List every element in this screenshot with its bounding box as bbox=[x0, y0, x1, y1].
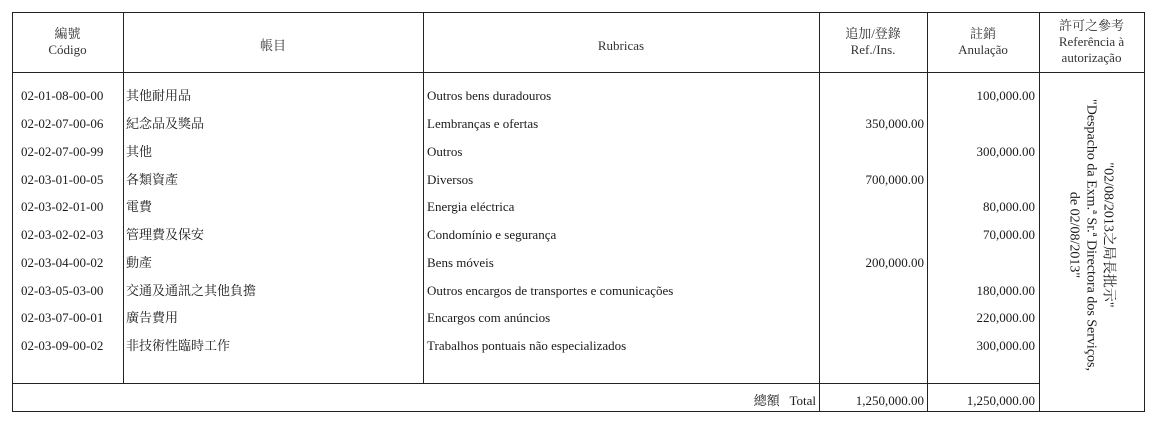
row-account-zh: 其他耐用品 bbox=[126, 88, 192, 103]
row-rubric-pt: Outros bens duradouros bbox=[427, 88, 552, 103]
header-authorization bbox=[1039, 18, 1144, 66]
header-code-zh: 編號 bbox=[54, 26, 81, 41]
row-ref-amount: 350,000.00 bbox=[865, 116, 924, 131]
header-account-zh: 帳目 bbox=[259, 38, 286, 53]
table-top-border bbox=[12, 12, 1145, 13]
total-ref-amount: 1,250,000.00 bbox=[855, 393, 924, 408]
row-anul-amount: 220,000.00 bbox=[976, 310, 1035, 325]
authorization-line-1: "02/08/2013之局長批示" bbox=[1100, 162, 1116, 308]
header-bottom-border bbox=[12, 72, 1145, 73]
row-code: 02-03-05-03-00 bbox=[21, 283, 104, 298]
table-bottom-border bbox=[12, 411, 1145, 412]
row-ref-amount: 700,000.00 bbox=[865, 172, 924, 187]
header-rubric-label: Rubricas bbox=[597, 38, 645, 53]
row-code: 02-03-02-02-03 bbox=[21, 227, 104, 242]
row-account-zh: 廣告費用 bbox=[126, 310, 179, 325]
row-anul-amount: 100,000.00 bbox=[976, 88, 1035, 103]
table-left-border bbox=[12, 12, 13, 412]
row-rubric-pt: Lembranças e ofertas bbox=[427, 116, 539, 131]
header-rubric bbox=[423, 38, 819, 54]
row-rubric-pt: Condomínio e segurança bbox=[427, 227, 557, 242]
header-anul-pt: Anulação bbox=[958, 42, 1008, 57]
row-account-zh: 非技術性臨時工作 bbox=[126, 338, 231, 353]
header-ref-zh: 追加/登錄 bbox=[845, 26, 901, 41]
row-account-zh: 各類資產 bbox=[126, 172, 179, 187]
row-code: 02-02-07-00-06 bbox=[21, 116, 104, 131]
row-rubric-pt: Outros encargos de transportes e comunicações bbox=[427, 283, 674, 298]
row-anul-amount: 300,000.00 bbox=[976, 338, 1035, 353]
authorization-text bbox=[1066, 80, 1117, 390]
header-ref-pt: Ref./Ins. bbox=[850, 42, 896, 57]
row-rubric-pt: Diversos bbox=[427, 172, 474, 187]
row-rubric-pt: Outros bbox=[427, 144, 463, 159]
row-account-zh: 動產 bbox=[126, 255, 153, 270]
header-code-pt: Código bbox=[48, 42, 87, 57]
total-label: 總額 Total bbox=[753, 393, 816, 408]
row-code: 02-03-07-00-01 bbox=[21, 310, 104, 325]
header-account bbox=[123, 38, 423, 54]
row-account-zh: 交通及通訊之其他負擔 bbox=[126, 283, 257, 298]
row-anul-amount: 70,000.00 bbox=[983, 227, 1035, 242]
header-anul-zh: 註銷 bbox=[969, 26, 996, 41]
row-rubric-pt: Trabalhos pontuais não especializados bbox=[427, 338, 627, 353]
row-account-zh: 管理費及保安 bbox=[126, 227, 205, 242]
row-anul-amount: 180,000.00 bbox=[976, 283, 1035, 298]
row-rubric-pt: Encargos com anúncios bbox=[427, 310, 551, 325]
authorization-cell bbox=[1039, 80, 1143, 390]
header-auth-pt2: autorização bbox=[1061, 50, 1122, 65]
header-code bbox=[12, 26, 123, 58]
table-right-border bbox=[1144, 12, 1145, 412]
header-ref bbox=[819, 26, 927, 58]
total-top-border bbox=[12, 383, 1039, 384]
row-code: 02-03-09-00-02 bbox=[21, 338, 104, 353]
header-auth-zh: 許可之參考 bbox=[1058, 18, 1124, 33]
header-auth-pt1: Referência à bbox=[1058, 34, 1125, 49]
authorization-line-3: de 02/08/2013" bbox=[1066, 191, 1082, 279]
row-code: 02-01-08-00-00 bbox=[21, 88, 104, 103]
row-account-zh: 電費 bbox=[126, 199, 153, 214]
row-account-zh: 紀念品及獎品 bbox=[126, 116, 205, 131]
row-anul-amount: 300,000.00 bbox=[976, 144, 1035, 159]
col-divider-code bbox=[123, 12, 124, 384]
row-rubric-pt: Energia eléctrica bbox=[427, 199, 515, 214]
budget-table bbox=[12, 12, 1145, 412]
row-ref-amount: 200,000.00 bbox=[865, 255, 924, 270]
row-rubric-pt: Bens móveis bbox=[427, 255, 494, 270]
col-divider-rubric bbox=[819, 12, 820, 412]
row-code: 02-02-07-00-99 bbox=[21, 144, 104, 159]
authorization-line-2: "Despacho da Exm.ª Sr.ª Directora dos Serviços, bbox=[1083, 99, 1099, 371]
col-divider-account bbox=[423, 12, 424, 384]
row-account-zh: 其他 bbox=[126, 144, 153, 159]
row-code: 02-03-02-01-00 bbox=[21, 199, 104, 214]
header-anul bbox=[927, 26, 1039, 58]
row-code: 02-03-04-00-02 bbox=[21, 255, 104, 270]
total-anul-amount: 1,250,000.00 bbox=[966, 393, 1035, 408]
row-code: 02-03-01-00-05 bbox=[21, 172, 104, 187]
row-anul-amount: 80,000.00 bbox=[983, 199, 1035, 214]
